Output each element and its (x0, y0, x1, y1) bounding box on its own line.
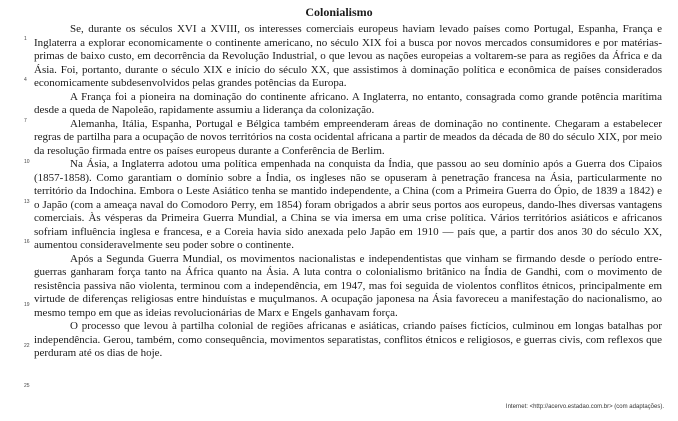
line-number: 4 (24, 77, 27, 83)
line-number: 22 (24, 343, 30, 349)
source-citation: Internet: <http://acervo.estadao.com.br> (com adaptações). (505, 404, 664, 410)
line-number: 7 (24, 118, 27, 124)
paragraph: A França foi a pioneira na dominação do continente africano. A Inglaterra, no entanto, consagrada como grande potência marítima desde a queda de Napoleão, rapidamente assumiu a liderança da colonização. (34, 90, 662, 116)
line-number: 16 (24, 239, 30, 245)
line-number: 1 (24, 36, 27, 42)
document-title: Colonialismo (305, 5, 373, 19)
line-number: 19 (24, 302, 30, 308)
line-number: 25 (24, 383, 30, 389)
line-number: 13 (24, 199, 30, 205)
paragraph: Se, durante os séculos XVI a XVIII, os interesses comerciais europeus haviam levado países como Portugal, Espanha, França e Inglaterra a explorar economicamente o continente americano, no século XIX foi a busca por novos mercados consumidores e por matérias-primas de baixo custo, em decorrência da Revolução Industrial, o que levou as nações europeias a voltarem-se para as regiões da África e da Ásia. Foi, portanto, durante o século XIX e início do século XX, que assistimos à dominação política e econômica de países considerados economicamente subdesenvolvidos pelas grandes potências da Europa. (34, 23, 662, 89)
paragraph: Na Ásia, a Inglaterra adotou uma política empenhada na conquista da Índia, que passou ao seu domínio após a Guerra dos Cipaios (1857-1858). Como garantiam o domínio sobre a Índia, os ingleses não se opuseram à penetração francesa na Ásia, particularmente no território da Indochina. Embora o Leste Asiático tenha se mantido independente, a China (com a Primeira Guerra do Ópio, de 1839 a 1842) e o Japão (com a ameaça naval do Comodoro Perry, em 1854) foram obrigados a abrir seus portos aos europeus, dando-lhes diversas vantagens comerciais. Às vésperas da Primeira Guerra Mundial, a China se via imersa em uma crise política. Vários territórios asiáticos e africanos sofriam influência inglesa e francesa, e a Coreia havia sido anexada pelo Japão em 1910 — país que, a partir dos anos 30 do século XX, aumentou consideravelmente seu poder sobre o continente. (34, 158, 662, 251)
article-body (34, 23, 662, 361)
line-number: 10 (24, 159, 30, 165)
paragraph: Alemanha, Itália, Espanha, Portugal e Bélgica também empreenderam áreas de dominação no continente. Chegaram a estabelecer regras de partilha para a ocupação de novos territórios na costa ocidental africana a partir de meados da década de 80 do século XIX, por meio da resolução firmada entre os países europeus durante a Conferência de Berlim. (34, 117, 662, 157)
paragraph: O processo que levou à partilha colonial de regiões africanas e asiáticas, criando países fictícios, culminou em longas batalhas por independência. Gerou, também, como consequência, movimentos separatistas, conflitos étnicos e religiosos, e guerras civis, com reflexos que perduram até os dias de hoje. (34, 320, 662, 359)
paragraph: Após a Segunda Guerra Mundial, os movimentos nacionalistas e independentistas que vinham se firmando desde o período entre-guerras ganharam força tanto na África quanto na Ásia. A luta contra o colonialismo britânico na Índia de Gandhi, com o movimento de resistência passiva não violenta, terminou com a independência, em 1947, mas foi seguida de violentos conflitos étnicos, principalmente em virtude de diferenças religiosas entre hinduístas e muçulmanos. A ocupação japonesa na Ásia favoreceu a manifestação do nacionalismo, ao mesmo tempo em que as ideias revolucionárias de Marx e Engels ganhavam força. (34, 252, 662, 319)
